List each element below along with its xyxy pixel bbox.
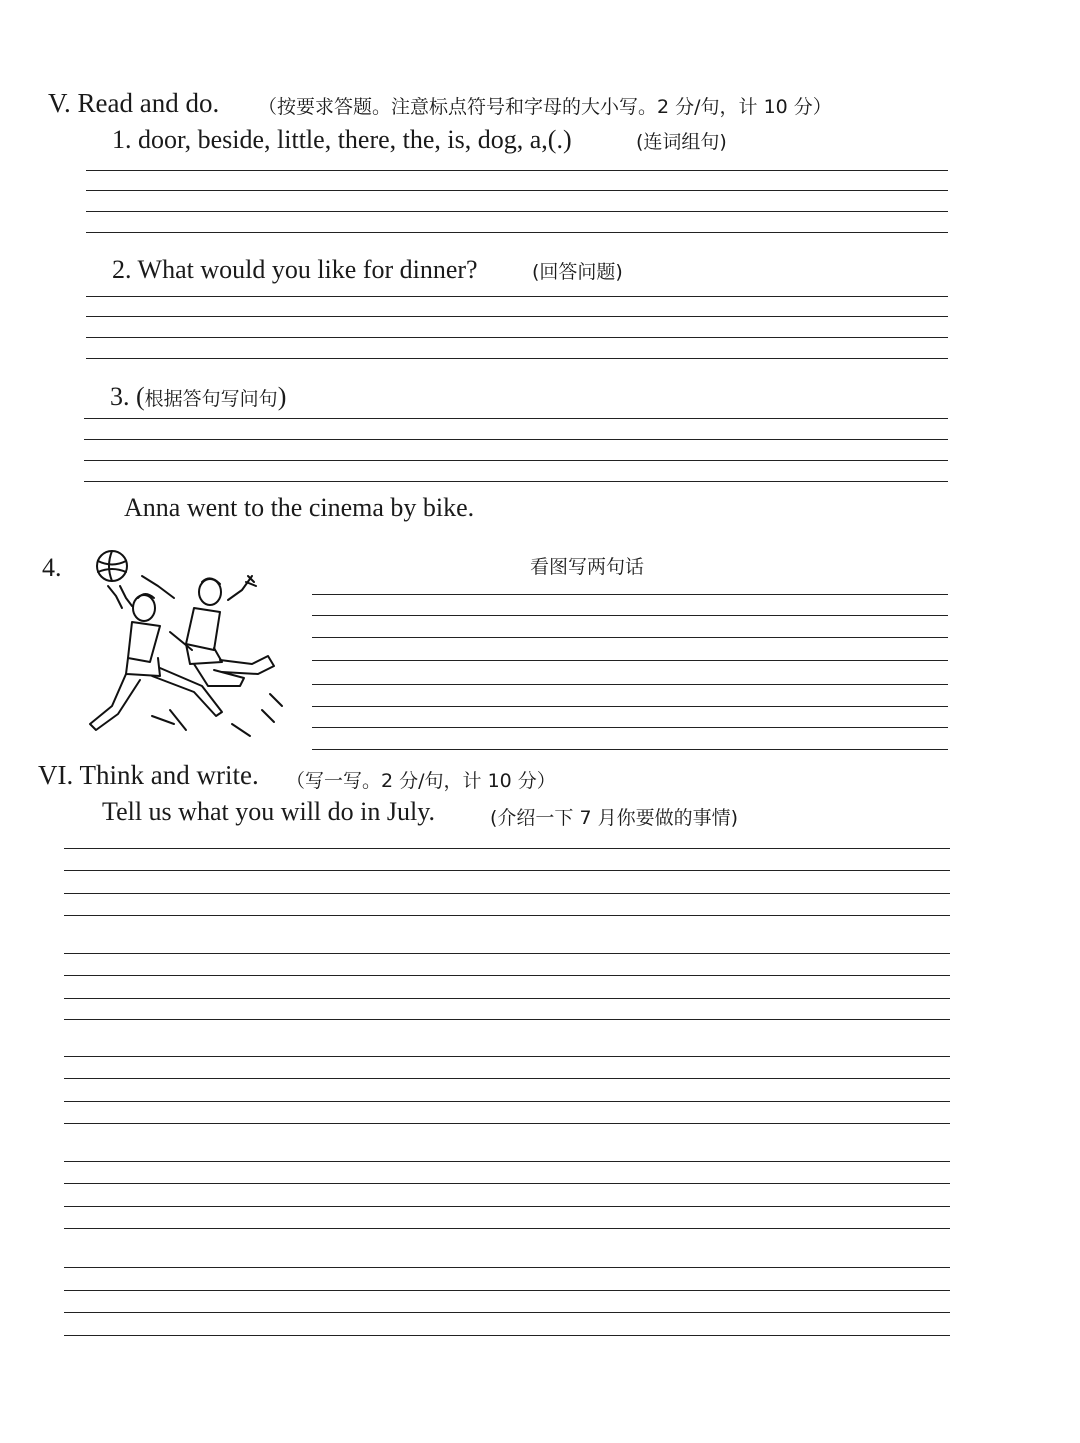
writing-line (64, 1161, 950, 1162)
section-5-title: V. Read and do. (48, 88, 220, 118)
writing-line (312, 615, 948, 616)
writing-line (312, 637, 948, 638)
writing-line (64, 953, 950, 954)
writing-line (86, 296, 948, 297)
question-3-number: 3. ( (110, 382, 145, 411)
section-6-note: (介绍一下 7 月你要做的事情) (490, 807, 738, 829)
writing-line (312, 706, 948, 707)
writing-line (84, 481, 948, 482)
writing-line (64, 1183, 950, 1184)
writing-line (86, 190, 948, 191)
question-2-text: 2. What would you like for dinner? (112, 255, 478, 284)
question-1-note: (连词组句) (636, 131, 727, 153)
question-3-close-paren: ) (277, 382, 287, 411)
writing-line (64, 1019, 950, 1020)
writing-line (86, 316, 948, 317)
writing-line (312, 727, 948, 728)
writing-line (64, 893, 950, 894)
question-3-text (110, 382, 286, 412)
writing-line (64, 975, 950, 976)
basketball-players-illustration (82, 546, 292, 742)
writing-line (312, 749, 948, 750)
writing-line (86, 170, 948, 171)
writing-line (84, 439, 948, 440)
section-6-title: VI. Think and write. (38, 760, 259, 790)
question-3-given-answer: Anna went to the cinema by bike. (124, 493, 475, 522)
section-6-prompt: Tell us what you will do in July. (102, 797, 436, 826)
question-2-note: (回答问题) (532, 261, 623, 283)
writing-line (312, 684, 948, 685)
question-4-prompt: 看图写两句话 (530, 556, 645, 578)
writing-line (312, 594, 948, 595)
writing-line (64, 1206, 950, 1207)
writing-line (64, 998, 950, 999)
writing-line (64, 1290, 950, 1291)
section-6-instruction: （写一写。2 分/句，计 10 分） (286, 770, 556, 792)
writing-line (64, 1312, 950, 1313)
writing-line (64, 915, 950, 916)
section-5-instruction: （按要求答题。注意标点符号和字母的大小写。2 分/句，计 10 分） (258, 96, 832, 118)
question-1-text: 1. door, beside, little, there, the, is, dog, a,(.) (112, 125, 572, 154)
question-4-number: 4. (42, 553, 62, 582)
basketball-icon (97, 551, 127, 581)
question-3-note: 根据答句写问句 (144, 388, 278, 410)
writing-line (64, 848, 950, 849)
writing-line (64, 1101, 950, 1102)
writing-line (64, 1078, 950, 1079)
writing-line (64, 1123, 950, 1124)
writing-line (84, 418, 948, 419)
writing-line (64, 1228, 950, 1229)
writing-line (84, 460, 948, 461)
writing-line (86, 358, 948, 359)
writing-line (86, 211, 948, 212)
writing-line (312, 660, 948, 661)
writing-line (86, 337, 948, 338)
writing-line (86, 232, 948, 233)
writing-line (64, 1335, 950, 1336)
writing-line (64, 1267, 950, 1268)
writing-line (64, 1056, 950, 1057)
writing-line (64, 870, 950, 871)
